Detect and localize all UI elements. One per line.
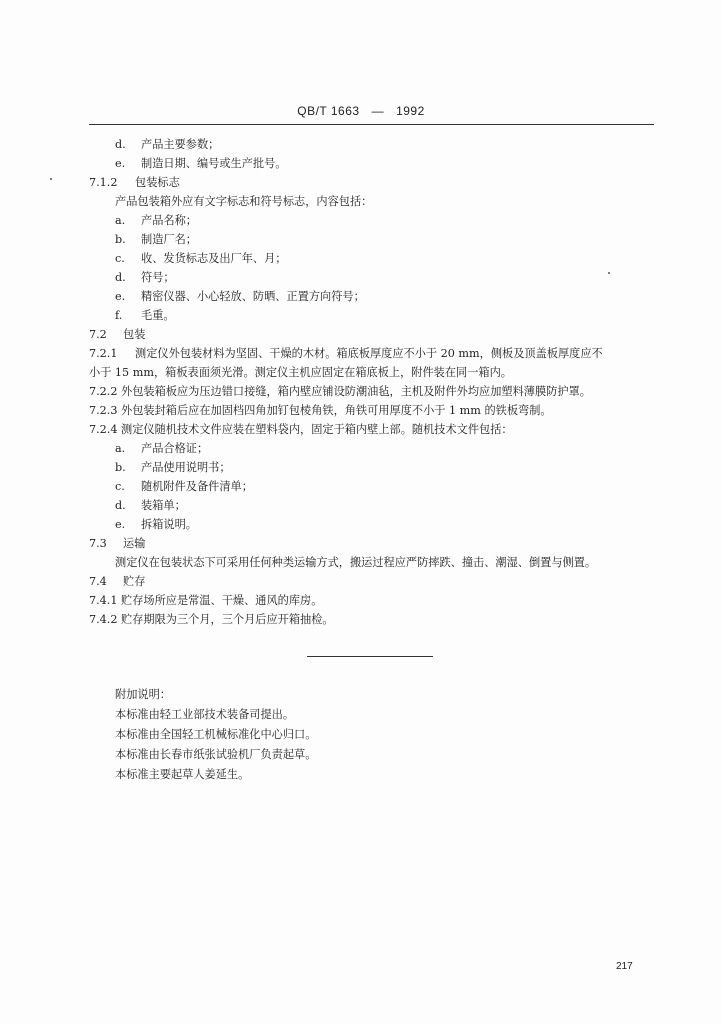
list-item: e. 制造日期、编号或生产批号。 [115,157,287,170]
notes-line: 本标准由全国轻工机械标准化中心归口。 [115,728,317,741]
list-item: c. 随机附件及备件清单； [115,480,253,493]
clause-7-2-1-continued: 小于 15 mm，箱板表面须光滑。测定仪主机应固定在箱底板上，附件装在同一箱内。 [89,366,512,379]
clause-7-4-2: 7.4.2 贮存期限为三个月，三个月后应开箱抽检。 [89,613,334,626]
list-item: a. 产品合格证； [115,442,209,455]
section-heading-7-3: 7.3 运输 [89,537,146,550]
list-item: d. 符号； [115,271,175,284]
section-heading-7-1-2: 7.1.2 包装标志 [89,176,180,189]
list-item: c. 收、发货标志及出厂年、月； [115,252,287,265]
list-item: e. 精密仪器、小心轻放、防晒、正置方向符号； [115,290,365,303]
section-heading-7-4: 7.4 贮存 [89,575,146,588]
header-rule [89,124,654,125]
paragraph: 测定仪在包装状态下可采用任何种类运输方式，搬运过程应严防摔跌、撞击、潮湿、倒置与侧置。 [115,556,597,569]
standard-year: 1992 [396,104,425,118]
clause-7-2-4: 7.2.4 测定仪随机技术文件应装在塑料袋内，固定于箱内壁上部。随机技术文件包括： [89,423,513,436]
page-number: 217 [616,961,633,972]
notes-title: 附加说明： [115,688,171,701]
notes-line: 本标准由长春市纸张试验机厂负责起草。 [115,748,317,761]
list-item: d. 装箱单； [115,499,186,512]
clause-7-2-1: 7.2.1 测定仪外包装材料为坚固、干燥的木材。箱底板厚度应不小于 20 mm，侧板及顶盖板厚度应不 [89,347,603,360]
list-item: d. 产品主要参数； [115,138,220,151]
notes-line: 本标准主要起草人姜延生。 [115,768,250,781]
scan-speck [608,272,610,274]
clause-7-2-3: 7.2.3 外包装封箱后应在加固档四角加钉包棱角铁，角铁可用厚度不小于 1 mm 的铁板弯制。 [89,404,552,417]
list-item: f. 毛重。 [115,309,175,322]
standard-code: QB/T 1663 [297,104,360,118]
scan-speck [50,178,52,180]
page-header [0,104,722,118]
notes-line: 本标准由轻工业部技术装备司提出。 [115,708,295,721]
list-item: b. 产品使用说明书； [115,461,231,474]
paragraph: 产品包装箱外应有文字标志和符号标志，内容包括： [115,195,373,208]
list-item: e. 拆箱说明。 [115,518,197,531]
section-heading-7-2: 7.2 包装 [89,328,146,341]
clause-7-4-1: 7.4.1 贮存场所应是常温、干燥、通风的库房。 [89,594,323,607]
end-divider [307,656,433,657]
clause-7-2-2: 7.2.2 外包装箱板应为压边错口接缝，箱内壁应铺设防潮油毡，主机及附件外均应加塑料薄膜防护罩。 [89,385,591,398]
list-item: a. 产品名称； [115,214,197,227]
list-item: b. 制造厂名； [115,233,197,246]
header-dash: — [371,104,385,118]
